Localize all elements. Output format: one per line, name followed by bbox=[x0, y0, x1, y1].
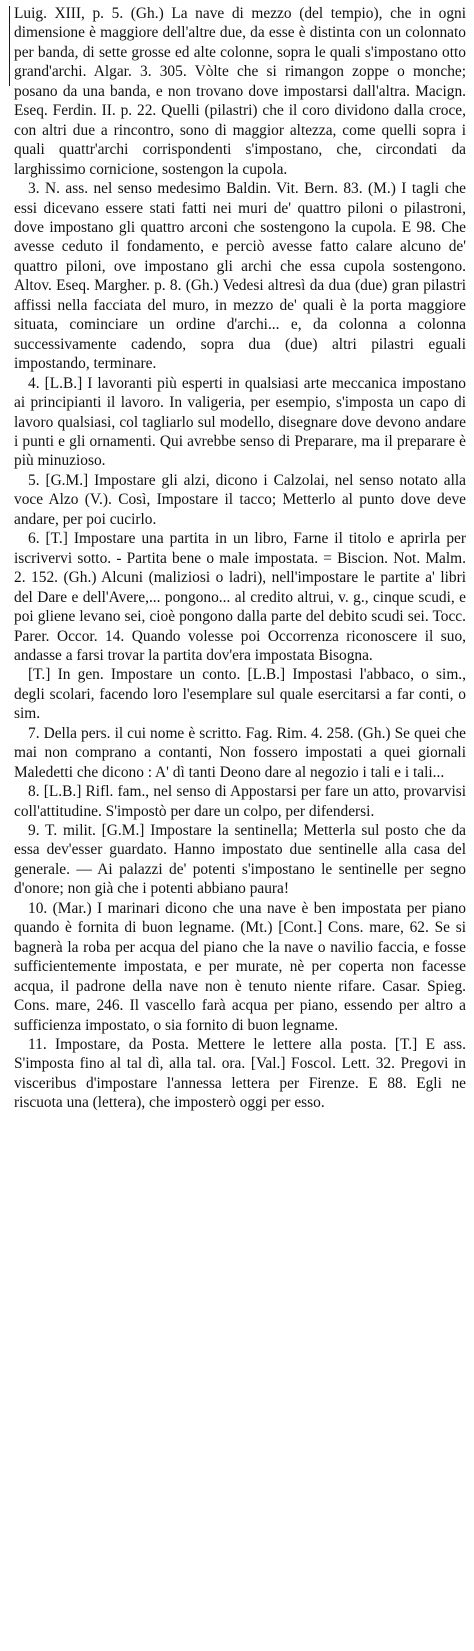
paragraph-text: 11. Impostare, da Posta. Mettere le lettere alla posta. [T.] E ass. S'imposta fino al tal dì, alla tal. ora. [Val.] Foscol. Lett. 32. Pregovi in visceribus d'impostare l'annessa lettera per Firenze. E 88. Egli ne riscuota una (lettera), che imposterò oggi per esso. bbox=[14, 1036, 470, 1112]
entry-continuation bbox=[14, 4, 470, 179]
paragraph-text: 3. N. ass. nel senso medesimo Baldin. Vit. Bern. 83. (M.) I tagli che essi dicevano essere stati fatti nei muri de' quattro piloni o pilastroni, dove impostano gli quattro arconi che sostengono la cupola. E 98. Che avesse ceduto il fondamento, e perciò avesse fatto calare alcuno de' quattro piloni, ove impostano gli archi che essa cupola sostengono. Altov. Eseq. Margher. p. 8. (Gh.) Vedesi altresì da dua (due) gran pilastri affissi nella facciata del muro, in mezzo de' quali è la porta maggiore situata, cominciare un ordine d'archi... e, da colonna a colonna successivamente cadendo, sopra dua (due) altri pilastri eguali impostando, terminare. bbox=[14, 180, 470, 373]
sense-4 bbox=[14, 374, 470, 471]
sense-6 bbox=[14, 529, 470, 665]
text-column bbox=[14, 4, 470, 1113]
paragraph-text: 7. Della pers. il cui nome è scritto. Fag. Rim. 4. 258. (Gh.) Se quei che mai non comprano a contanti, Non fossero impostati a quei giornali Maledetti che dicono : A' dì tanti Deono dare al negozio i tali e i tali... bbox=[14, 724, 470, 781]
sense-8 bbox=[14, 782, 470, 821]
paragraph-text: [T.] In gen. Impostare un conto. [L.B.] Impostasi l'abbaco, o sim., degli scolari, facendo loro l'esemplare sul quale esercitarsi a far conti, o sim. bbox=[14, 666, 470, 723]
sense-5 bbox=[14, 471, 470, 529]
sense-3 bbox=[14, 179, 470, 374]
paragraph-text: 4. [L.B.] I lavoranti più esperti in qualsiasi arte meccanica impostano ai principianti il lavoro. In valigeria, per esempio, s'imposta un capo di lavoro qualsiasi, col tagliarlo sul modello, disegnare dove devono andare i punti e gli ornamenti. Qui avrebbe senso di Preparare, ma il preparare è più minuzioso. bbox=[14, 374, 470, 470]
margin-rule bbox=[9, 6, 10, 86]
sense-9 bbox=[14, 821, 470, 899]
sense-10 bbox=[14, 899, 470, 1035]
paragraph-text: 5. [G.M.] Impostare gli alzi, dicono i Calzolai, nel senso notato alla voce Alzo (V.). Così, Impostare il tacco; Metterlo al punto dove deve andare, per poi cucirlo. bbox=[14, 471, 470, 528]
paragraph-text: 10. (Mar.) I marinari dicono che una nave è ben impostata per piano quando è fornita di buon legname. (Mt.) [Cont.] Cons. mare, 62. Se si bagnerà la roba per acqua del piano che la nave o navilio faccia, e fosse sufficientemente impostata, e per murate, nè per coperta non facesse acqua, il padrone della nave non è tenuto niente rifare. Casar. Spieg. Cons. mare, 246. Il vascello farà acqua per piano, essendo per altro a sufficienza impostato, o sia fornito di buon legname. bbox=[14, 899, 470, 1034]
paragraph-text: 6. [T.] Impostare una partita in un libro, Farne il titolo e aprirla per iscrivervi sotto. - Partita bene o male impostata. = Biscion. Not. Malm. 2. 152. (Gh.) Alcuni (maliziosi o ladri), nell'impostare le partite a' libri del Dare e dell'Avere,... pongono... al credito altrui, v. g., cinque scudi, e poi gliene levano sei, cioè pongono dalla parte del debito scudi sei. Tocc. Parer. Occor. 14. Quando volesse poi Occorrenza riconoscere il suo, andasse a farsi trovar la partita dov'era impostata Bisogna. bbox=[14, 530, 470, 664]
paragraph-text: 8. [L.B.] Rifl. fam., nel senso di Appostarsi per fare un atto, provarvisi coll'attitudine. S'impostò per dare un colpo, per difendersi. bbox=[14, 783, 470, 820]
paragraph-text: Luig. XIII, p. 5. (Gh.) La nave di mezzo (del tempio), che in ogni dimensione è maggiore dell'altre due, da esse è distinta con un colonnato per banda, di sette grosse ed alte colonne, sopra le quali s'impostano otto grand'archi. Algar. 3. 305. Vòlte che si rimangon zoppe o monche; posano da una banda, e non trovano dove impostarsi dall'altra. Macign. Eseq. Ferdin. II. p. 22. Quelli (pilastri) che il coro dividono dalla croce, con altri due a rincontro, sono di maggior altezza, come quelli sopra i quali quattr'archi corrispondenti s'impostano, che, circondati da larghissimo cornicione, sostengon la cupola. bbox=[14, 5, 470, 178]
sense-7 bbox=[14, 724, 470, 782]
paragraph-text: 9. T. milit. [G.M.] Impostare la sentinella; Metterla sul posto che da essa dev'esser guardato. Hanno impostato due sentinelle alla casa del generale. — Ai palazzi de' potenti s'impostano le sentinelle per segno d'onore; non già che i potenti abbiano paura! bbox=[14, 822, 470, 898]
sense-6-sub bbox=[14, 665, 470, 723]
sense-11 bbox=[14, 1035, 470, 1113]
